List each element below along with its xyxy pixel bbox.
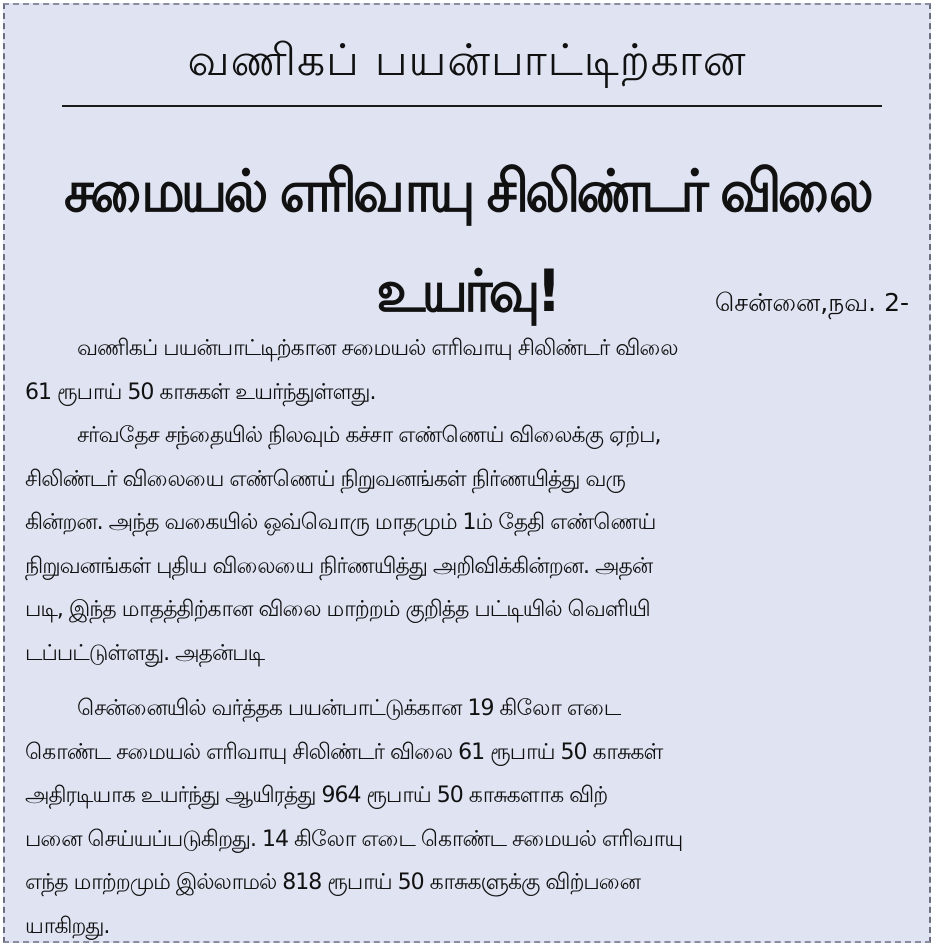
body-line: நிறுவனங்கள் புதிய விலையை நிர்ணயித்து அறிவிக்கின்றன. அதன் — [25, 553, 653, 579]
news-clipping — [3, 3, 931, 943]
body-line: யாகிறது. — [25, 913, 110, 939]
headline-divider — [62, 105, 882, 107]
body-line: சர்வதேச சந்தையில் நிலவும் கச்சா எண்ணெய் விலைக்கு ஏற்ப, — [77, 423, 661, 448]
body-line: பனை செய்யப்படுகிறது. 14 கிலோ எடை கொண்ட சமையல் எரிவாயு — [25, 826, 683, 852]
body-line: சென்னையில் வர்த்தக பயன்பாட்டுக்கான 19 கிலோ எடை — [77, 696, 621, 721]
body-line: சிலிண்டர் விலையை எண்ணெய் நிறுவனங்கள் நிர்ணயித்து வரு — [25, 466, 625, 492]
body-line: டப்பட்டுள்ளது. அதன்படி — [25, 640, 265, 666]
body-line: எந்த மாற்றமும் இல்லாமல் 818 ரூபாய் 50 காசுகளுக்கு விற்பனை — [25, 870, 640, 895]
headline-kicker: வணிகப் பயன்பாட்டிற்கான — [187, 35, 747, 86]
body-line: 61 ரூபாய் 50 காசுகள் உயர்ந்துள்ளது. — [25, 379, 376, 405]
body-line: படி, இந்த மாதத்திற்கான விலை மாற்றம் குறித்த பட்டியில் வெளியி — [25, 597, 650, 622]
body-line: கின்றன. அந்த வகையில் ஒவ்வொரு மாதமும் 1ம் தேதி எண்ணெய் — [25, 510, 656, 535]
article-body — [25, 327, 920, 948]
body-line: அதிரடியாக உயர்ந்து ஆயிரத்து 964 ரூபாய் 50 காசுகளாக விற் — [25, 783, 608, 808]
body-line: கொண்ட சமையல் எரிவாயு சிலிண்டர் விலை 61 ரூபாய் 50 காசுகள் — [25, 739, 663, 765]
dateline: சென்னை,நவ. 2- — [714, 288, 909, 317]
headline: சமையல் எரிவாயு சிலிண்டர் விலை உயர்வு! — [64, 157, 870, 325]
body-line: வணிகப் பயன்பாட்டிற்கான சமையல் எரிவாயு சிலிண்டர் விலை — [77, 336, 678, 361]
